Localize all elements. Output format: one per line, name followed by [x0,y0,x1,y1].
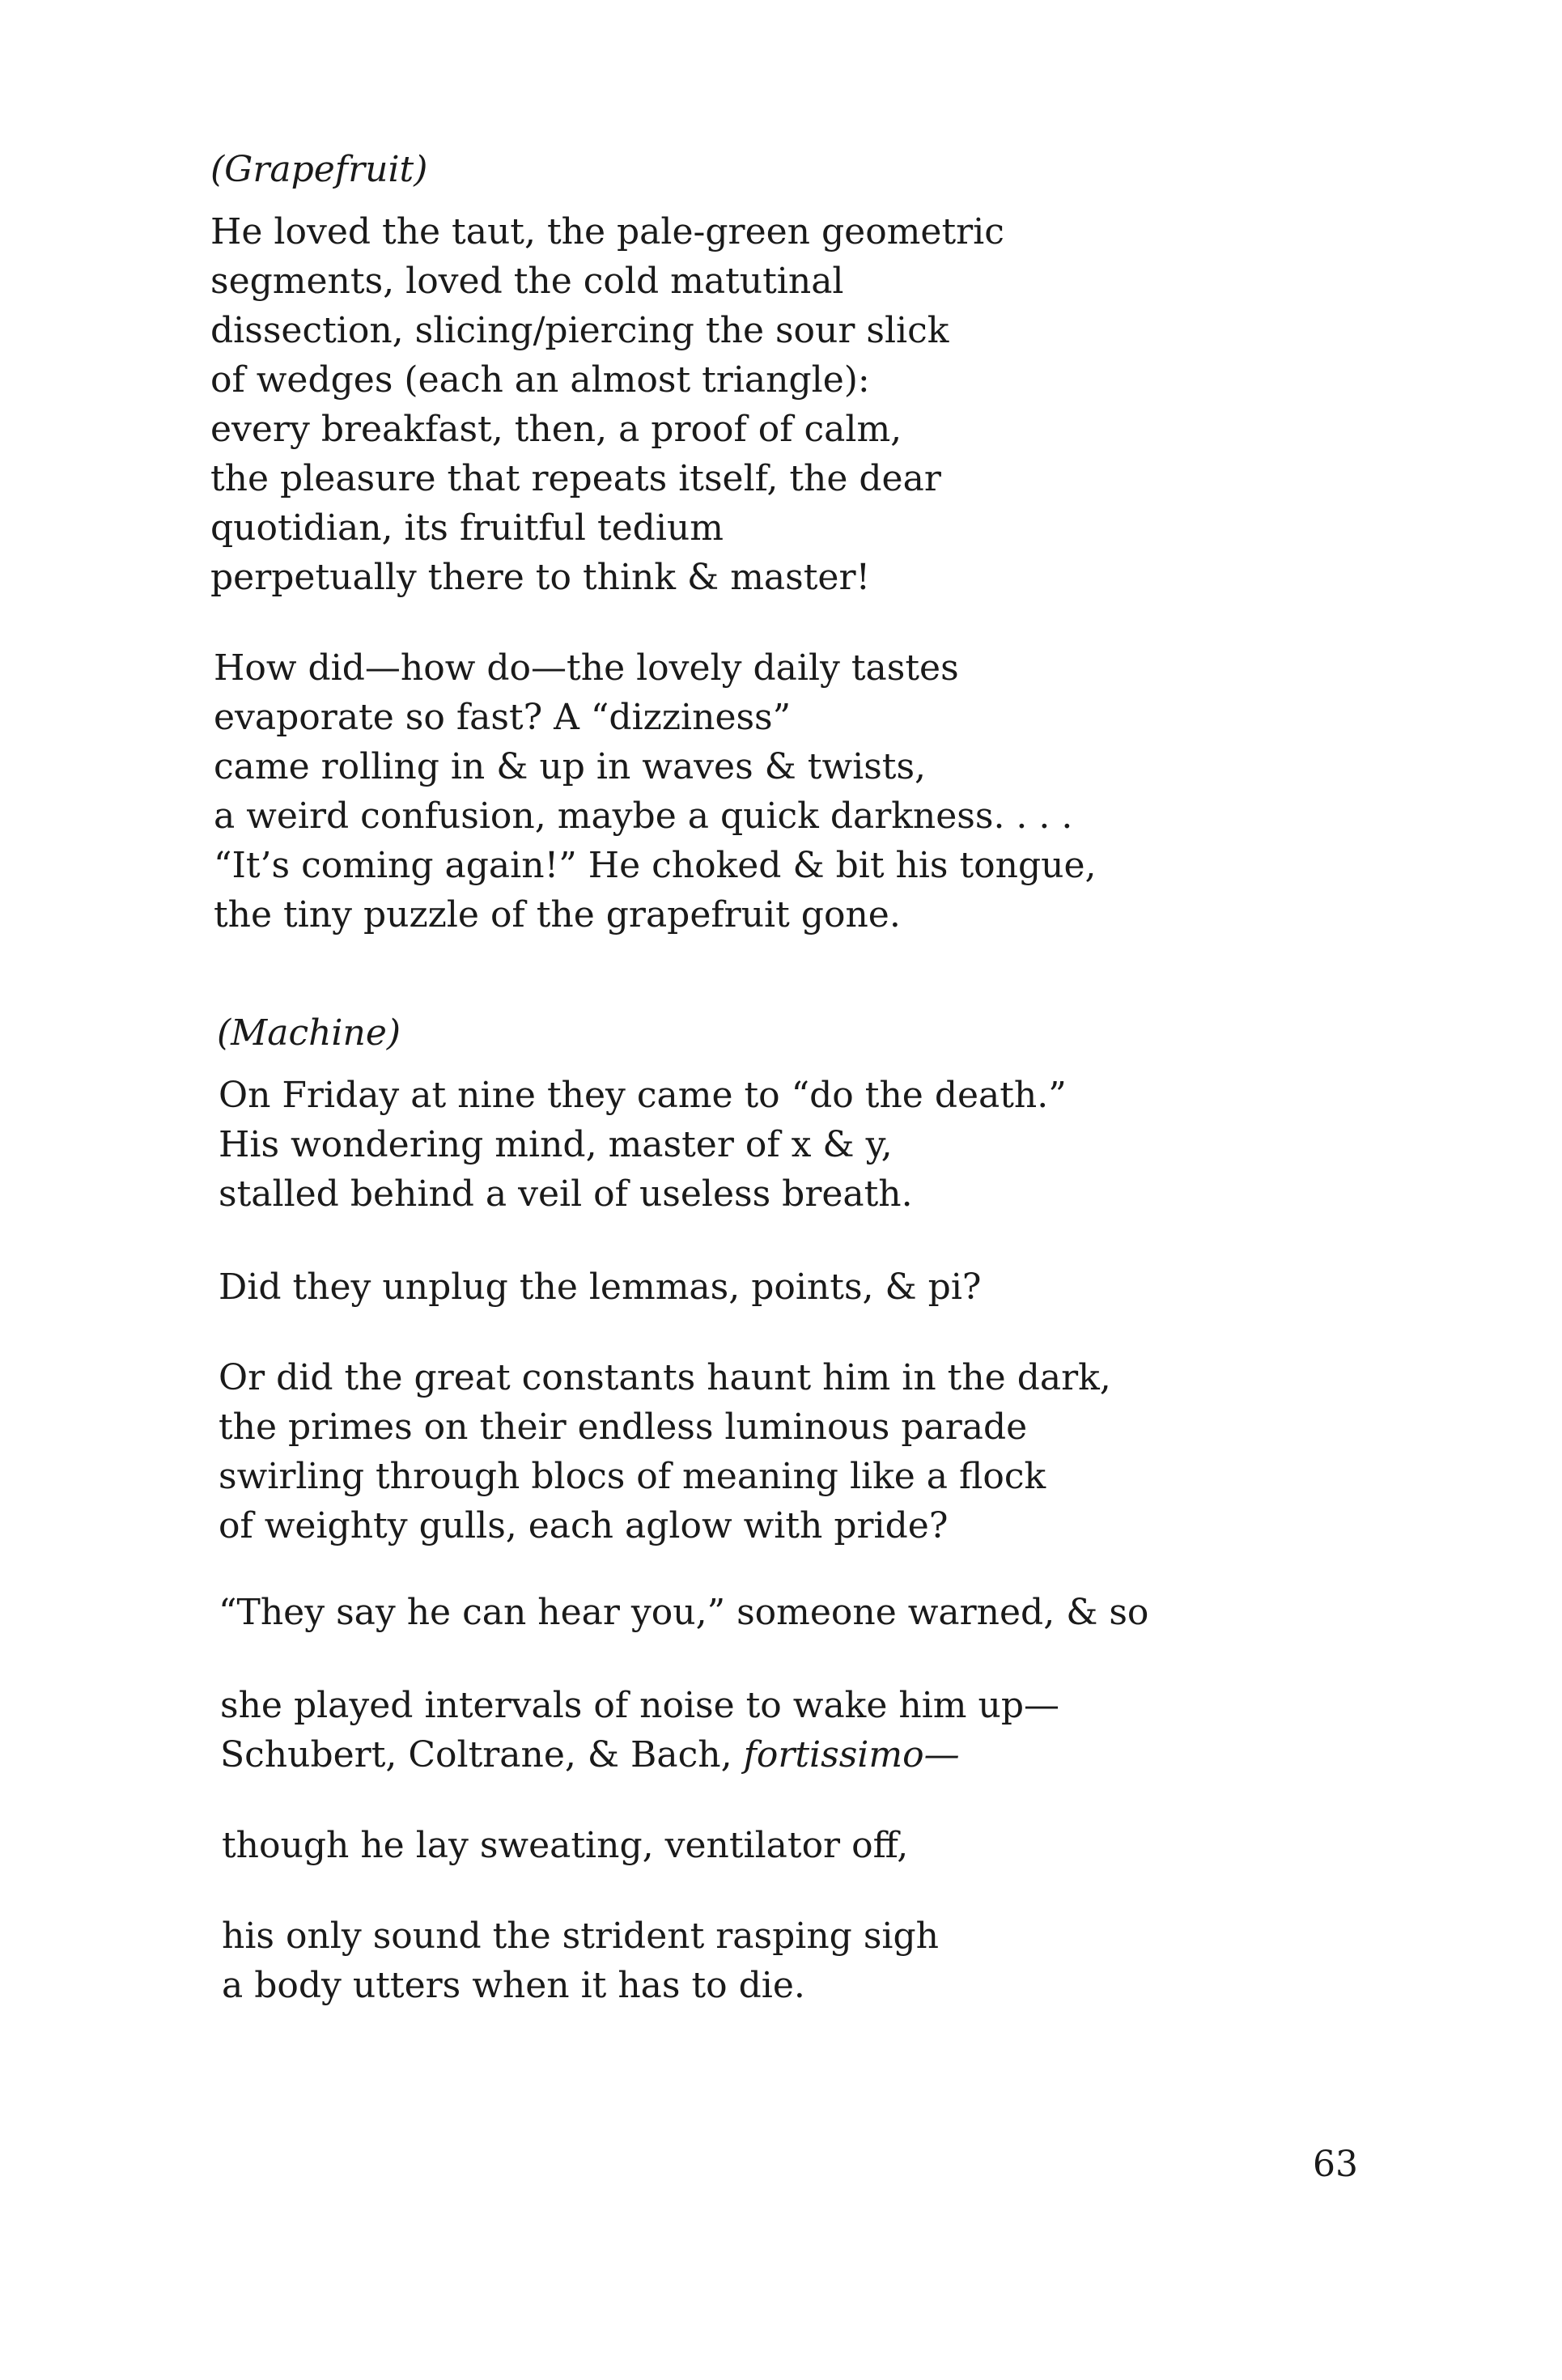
poem-line: On Friday at nine they came to “do the death.” [219,1075,1067,1116]
poem-line: evaporate so fast? A “dizziness” [214,697,792,738]
poem-line: quotidian, its fruitful tedium [210,507,724,549]
poem-line: “They say he can hear you,” someone warned, & so [219,1592,1149,1633]
poem-line: swirling through blocs of meaning like a flock [219,1456,1046,1497]
page-number: 63 [1313,2144,1358,2185]
poem-line: she played intervals of noise to wake him up— [220,1685,1059,1726]
poem-line: of wedges (each an almost triangle): [210,359,870,401]
italic-word: fortissimo— [743,1734,960,1775]
stanza-machine-5 [220,1681,1059,1780]
stanza-machine-6 [222,1821,908,1870]
poem-line: perpetually there to think & master! [210,557,871,598]
poem-line-text: Schubert, Coltrane, & Bach, [220,1734,744,1775]
poem-line: Or did the great constants haunt him in the dark, [219,1357,1111,1398]
poem-line: a body utters when it has to die. [222,1965,805,2006]
stanza-machine-2 [219,1262,981,1312]
stanza-grapefruit-2 [214,643,1097,940]
poem-line: of weighty gulls, each aglow with pride? [219,1505,949,1546]
poem-line: though he lay sweating, ventilator off, [222,1825,909,1866]
poem-line: stalled behind a veil of useless breath. [219,1173,913,1215]
section-title-machine: (Machine) [217,1012,401,1054]
poem-line: How did—how do—the lovely daily tastes [214,647,959,689]
section-title-grapefruit: (Grapefruit) [210,149,428,190]
poem-line: a weird confusion, maybe a quick darkness. . . . [214,795,1073,837]
stanza-machine-4 [219,1588,1148,1637]
poem-line: the tiny puzzle of the grapefruit gone. [214,894,901,935]
poem-line: Did they unplug the lemmas, points, & pi? [219,1266,982,1308]
poem-line: He loved the taut, the pale-green geometric [210,211,1004,252]
stanza-machine-3 [219,1353,1111,1551]
poem-line: every breakfast, then, a proof of calm, [210,409,902,450]
poem-line: the primes on their endless luminous parade [219,1406,1028,1448]
poem-line: “It’s coming again!” He choked & bit his tongue, [214,845,1097,886]
poem-line: his only sound the strident rasping sigh [222,1915,939,1957]
poem-line: came rolling in & up in waves & twists, [214,746,927,787]
poem-line: His wondering mind, master of x & y, [219,1124,893,1165]
poem-line: dissection, slicing/piercing the sour slick [210,310,949,351]
poem-line [220,1730,1059,1780]
poem-line: the pleasure that repeats itself, the dear [210,458,941,499]
stanza-machine-7 [222,1911,939,2010]
poem-line: segments, loved the cold matutinal [210,261,844,302]
stanza-grapefruit-1 [210,207,1004,602]
stanza-machine-1 [219,1071,1067,1219]
